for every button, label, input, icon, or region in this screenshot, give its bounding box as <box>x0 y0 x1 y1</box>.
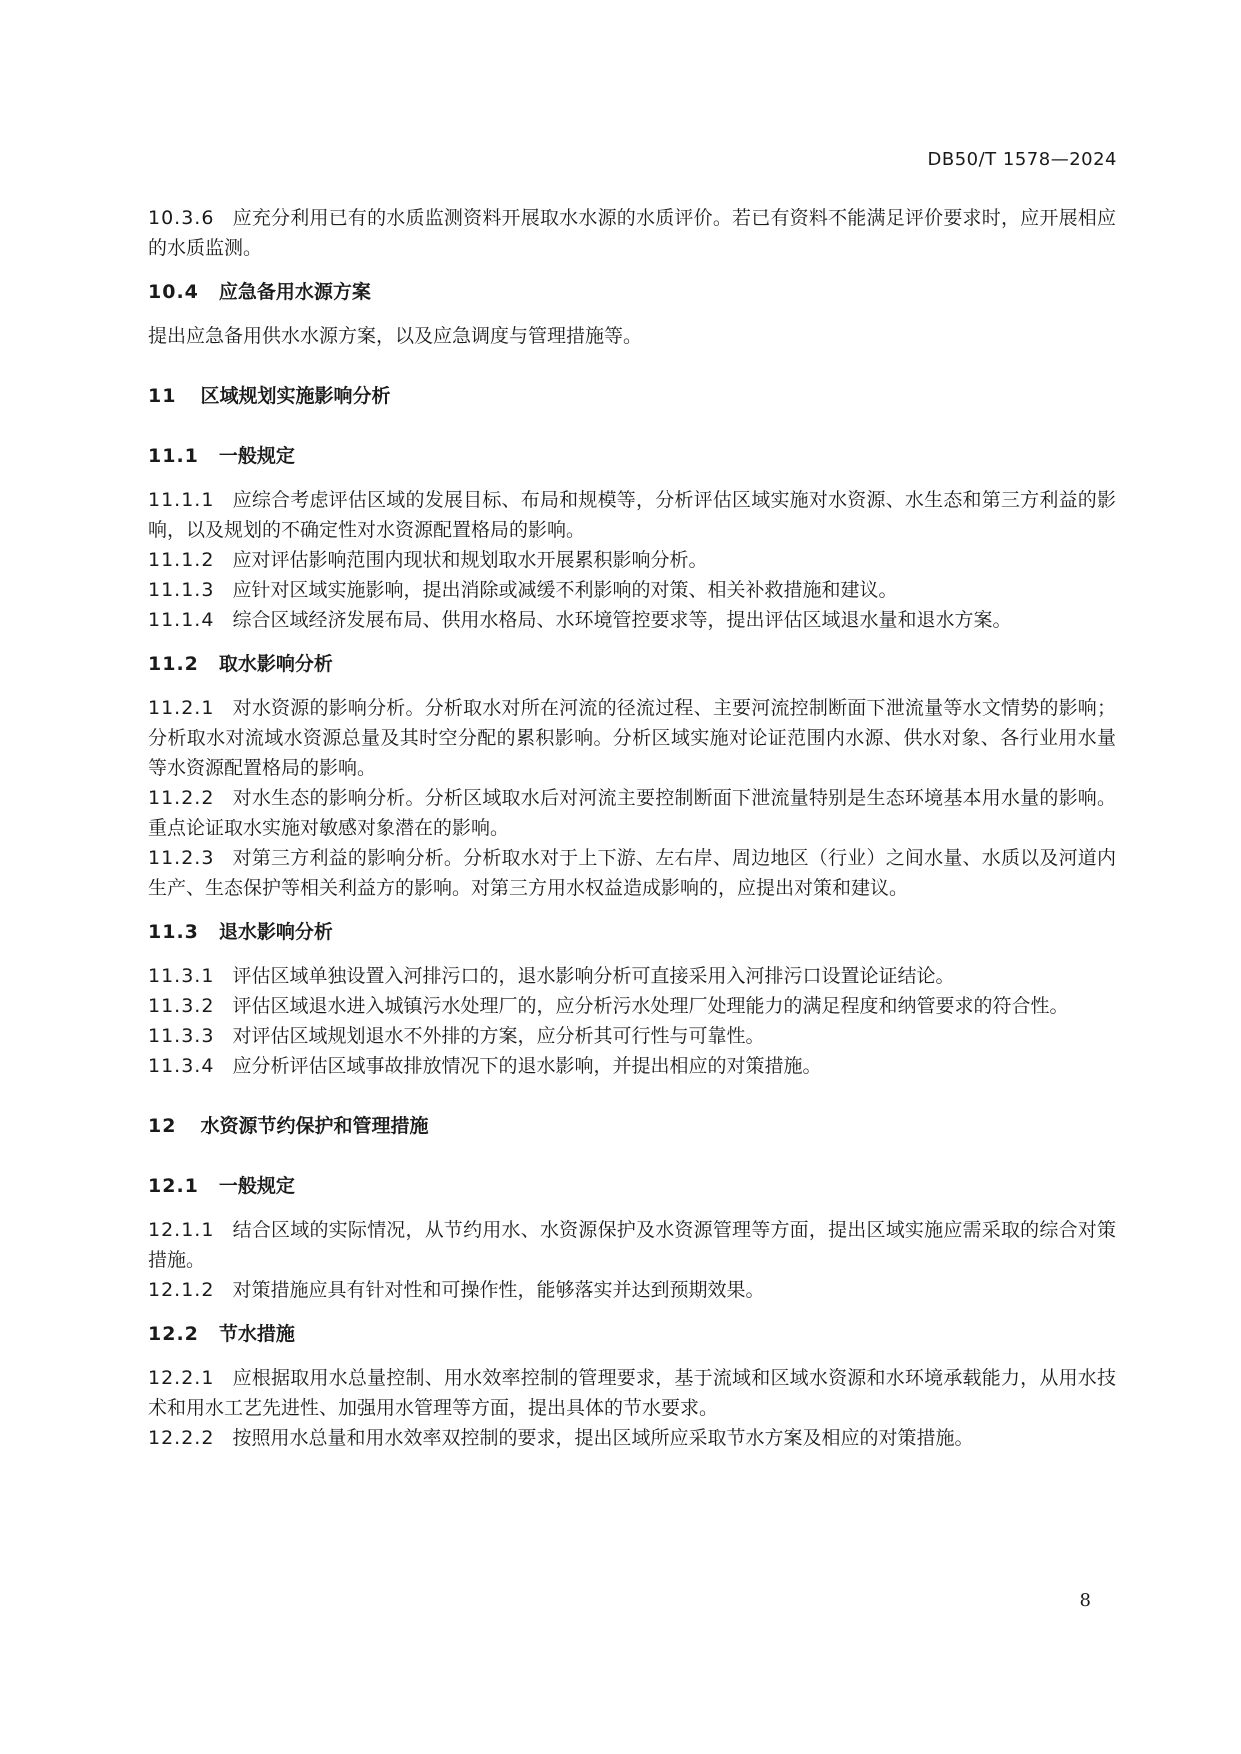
clause-11-1-1 <box>148 485 1116 545</box>
section-number: 11.1 <box>148 445 199 467</box>
clause-11-2-1 <box>148 693 1116 783</box>
section-number: 11.2 <box>148 653 199 675</box>
clause-number: 11.2.3 <box>148 847 215 869</box>
clause-text: 应分析评估区域事故排放情况下的退水影响，并提出相应的对策措施。 <box>232 1055 822 1077</box>
clause-12-1-1 <box>148 1215 1116 1275</box>
page-number: 8 <box>1079 1590 1091 1611</box>
clause-number: 11.3.3 <box>148 1025 215 1047</box>
section-heading-12-2 <box>148 1319 1116 1349</box>
section-title: 取水影响分析 <box>218 653 333 675</box>
clause-text: 应对评估影响范围内现状和规划取水开展累积影响分析。 <box>232 549 708 571</box>
clause-text: 应针对区域实施影响，提出消除或减缓不利影响的对策、相关补救措施和建议。 <box>232 579 898 601</box>
clause-11-3-4 <box>148 1051 1116 1081</box>
clause-number: 11.2.1 <box>148 697 215 719</box>
clause-number: 12.1.1 <box>148 1219 215 1241</box>
clause-text: 综合区域经济发展布局、供用水格局、水环境管控要求等，提出评估区域退水量和退水方案。 <box>232 609 1012 631</box>
section-number: 12.2 <box>148 1323 199 1345</box>
clause-number: 11.1.1 <box>148 489 215 511</box>
clause-12-1-2 <box>148 1275 1116 1305</box>
clause-text: 结合区域的实际情况，从节约用水、水资源保护及水资源管理等方面，提出区域实施应需采取的综合对策措施。 <box>148 1219 1116 1271</box>
clause-number: 11.1.3 <box>148 579 215 601</box>
clause-number: 12.1.2 <box>148 1279 215 1301</box>
clause-number: 10.3.6 <box>148 207 215 229</box>
clause-number: 11.3.1 <box>148 965 215 987</box>
chapter-title: 区域规划实施影响分析 <box>200 385 391 407</box>
section-title: 退水影响分析 <box>218 921 333 943</box>
clause-number: 12.2.2 <box>148 1427 215 1449</box>
clause-number: 12.2.1 <box>148 1367 215 1389</box>
clause-number: 11.3.2 <box>148 995 215 1017</box>
section-title: 应急备用水源方案 <box>218 281 371 303</box>
clause-10-3-6 <box>148 203 1116 263</box>
clause-text: 评估区域单独设置入河排污口的，退水影响分析可直接采用入河排污口设置论证结论。 <box>232 965 955 987</box>
clause-11-1-3 <box>148 575 1116 605</box>
clause-text: 对评估区域规划退水不外排的方案，应分析其可行性与可靠性。 <box>232 1025 765 1047</box>
clause-number: 11.3.4 <box>148 1055 215 1077</box>
section-title: 节水措施 <box>218 1323 295 1345</box>
section-heading-11-1 <box>148 441 1116 471</box>
clause-11-3-1 <box>148 961 1116 991</box>
clause-11-2-2 <box>148 783 1116 843</box>
clause-text: 按照用水总量和用水效率双控制的要求，提出区域所应采取节水方案及相应的对策措施。 <box>232 1427 974 1449</box>
chapter-number: 12 <box>148 1115 177 1137</box>
section-10-4-text: 提出应急备用供水水源方案，以及应急调度与管理措施等。 <box>148 325 643 347</box>
section-number: 11.3 <box>148 921 199 943</box>
clause-12-2-1 <box>148 1363 1116 1423</box>
clause-text: 评估区域退水进入城镇污水处理厂的，应分析污水处理厂处理能力的满足程度和纳管要求的符合性。 <box>232 995 1069 1017</box>
clause-11-1-4 <box>148 605 1116 635</box>
chapter-number: 11 <box>148 385 177 407</box>
clause-number: 11.1.2 <box>148 549 215 571</box>
clause-12-2-2 <box>148 1423 1116 1453</box>
clause-11-2-3 <box>148 843 1116 903</box>
chapter-heading-12 <box>148 1111 1116 1141</box>
clause-number: 11.1.4 <box>148 609 215 631</box>
section-number: 10.4 <box>148 281 199 303</box>
clause-number: 11.2.2 <box>148 787 215 809</box>
clause-text: 应综合考虑评估区域的发展目标、布局和规模等，分析评估区域实施对水资源、水生态和第三方利益的影响，以及规划的不确定性对水资源配置格局的影响。 <box>148 489 1116 541</box>
clause-11-1-2 <box>148 545 1116 575</box>
section-title: 一般规定 <box>218 1175 295 1197</box>
section-heading-11-3 <box>148 917 1116 947</box>
section-number: 12.1 <box>148 1175 199 1197</box>
page-content <box>148 203 1116 1453</box>
clause-text: 对第三方利益的影响分析。分析取水对于上下游、左右岸、周边地区（行业）之间水量、水质以及河道内生产、生态保护等相关利益方的影响。对第三方用水权益造成影响的，应提出对策和建议。 <box>148 847 1116 899</box>
clause-text: 对水生态的影响分析。分析区域取水后对河流主要控制断面下泄流量特别是生态环境基本用水量的影响。重点论证取水实施对敏感对象潜在的影响。 <box>148 787 1116 839</box>
clause-11-3-2 <box>148 991 1116 1021</box>
clause-11-3-3 <box>148 1021 1116 1051</box>
clause-text: 应充分利用已有的水质监测资料开展取水水源的水质评价。若已有资料不能满足评价要求时，应开展相应的水质监测。 <box>148 207 1116 259</box>
chapter-title: 水资源节约保护和管理措施 <box>200 1115 429 1137</box>
clause-text: 对策措施应具有针对性和可操作性，能够落实并达到预期效果。 <box>232 1279 765 1301</box>
standard-code: DB50/T 1578—2024 <box>927 149 1117 170</box>
clause-text: 对水资源的影响分析。分析取水对所在河流的径流过程、主要河流控制断面下泄流量等水文情势的影响；分析取水对流域水资源总量及其时空分配的累积影响。分析区域实施对论证范围内水源、供水对象、各行业用水量等水资源配置格局的影响。 <box>148 697 1116 779</box>
section-title: 一般规定 <box>218 445 295 467</box>
chapter-heading-11 <box>148 381 1116 411</box>
clause-text: 应根据取用水总量控制、用水效率控制的管理要求，基于流域和区域水资源和水环境承载能力，从用水技术和用水工艺先进性、加强用水管理等方面，提出具体的节水要求。 <box>148 1367 1116 1419</box>
section-heading-10-4 <box>148 277 1116 307</box>
section-heading-12-1 <box>148 1171 1116 1201</box>
section-heading-11-2 <box>148 649 1116 679</box>
